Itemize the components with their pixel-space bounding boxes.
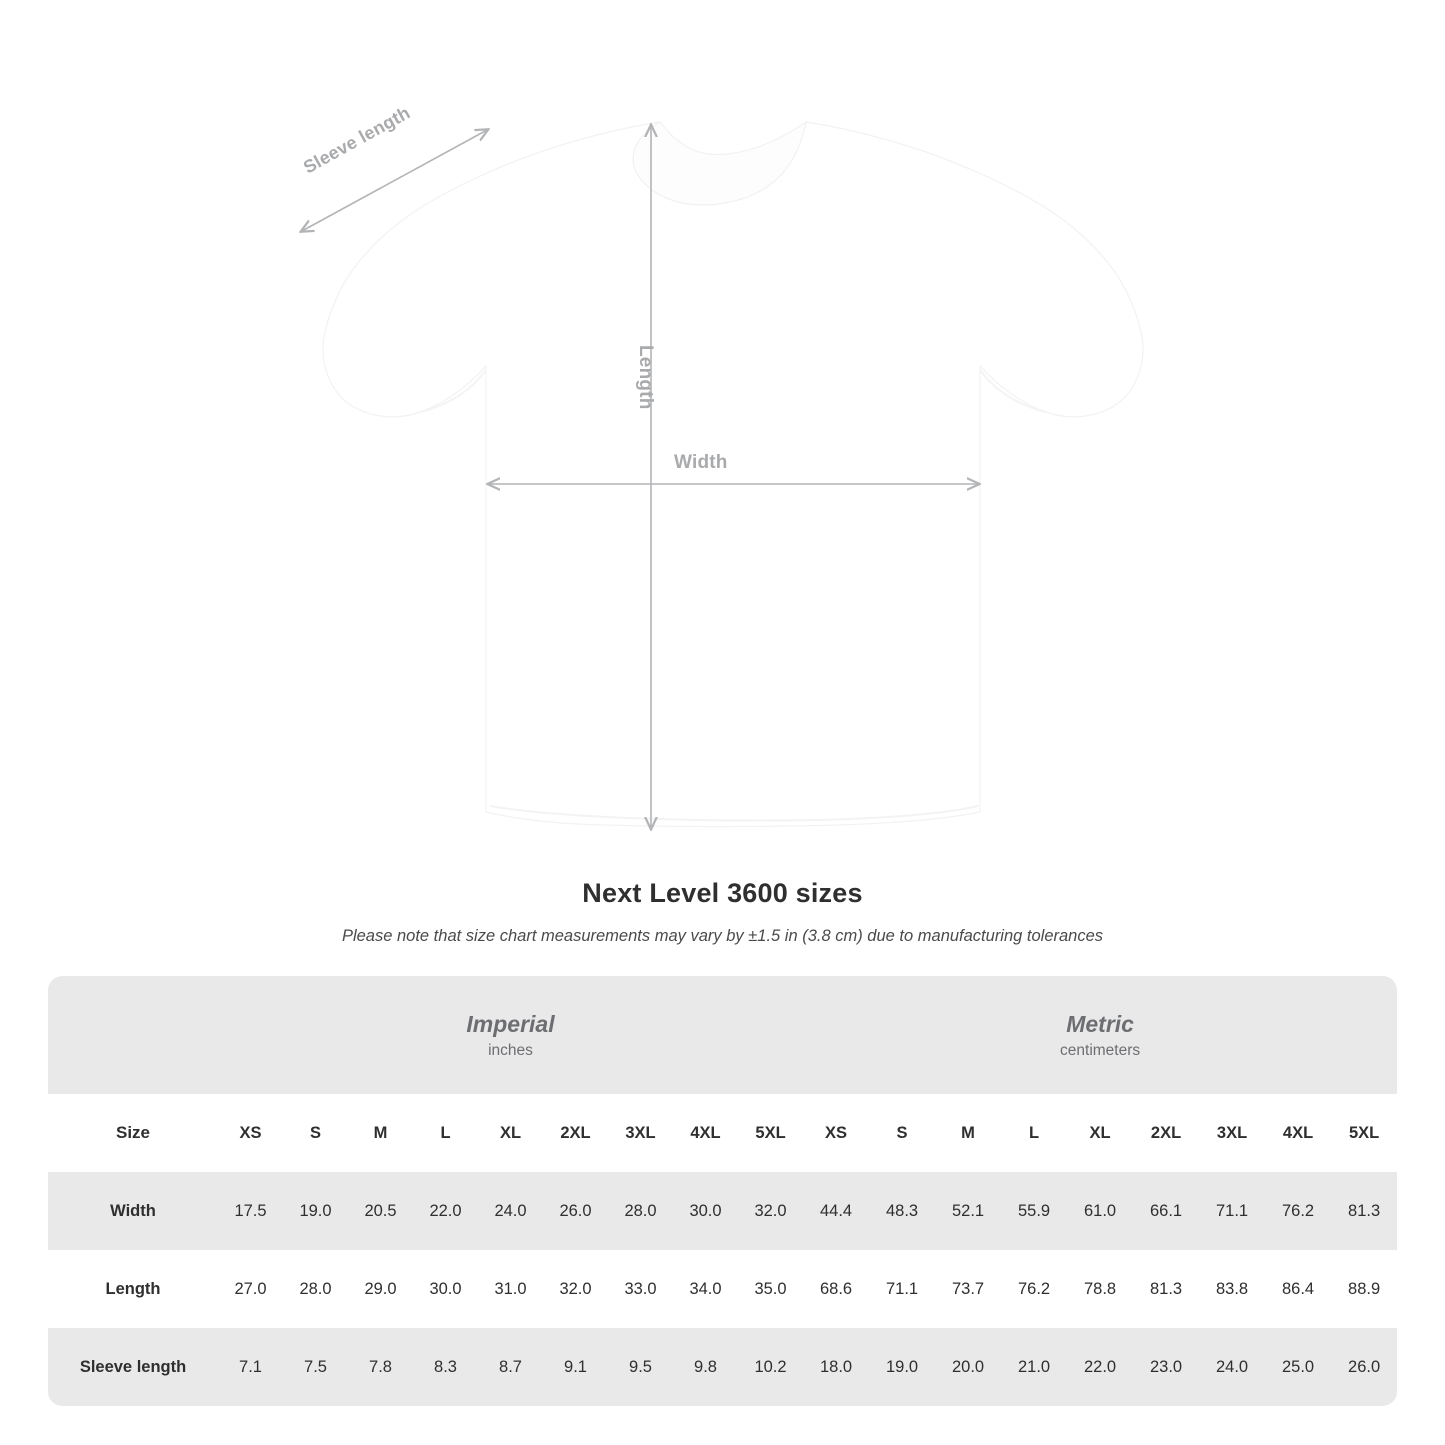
- cell-length: 76.2: [1001, 1250, 1067, 1328]
- table-row: [48, 1328, 1397, 1406]
- row-label-sleeve-length: Sleeve length: [48, 1328, 218, 1406]
- size-column-label: Size: [48, 1094, 218, 1172]
- metric-subtitle: centimeters: [1060, 1042, 1141, 1060]
- imperial-subtitle: inches: [488, 1042, 533, 1060]
- cell-length: 28.0: [283, 1250, 348, 1328]
- cell-length: 88.9: [1331, 1250, 1397, 1328]
- row-label-width: Width: [48, 1172, 218, 1250]
- cell-width: 81.3: [1331, 1172, 1397, 1250]
- cell-width: 66.1: [1133, 1172, 1199, 1250]
- cell-length: 86.4: [1265, 1250, 1331, 1328]
- cell-sleeve: 19.0: [869, 1328, 935, 1406]
- size-header-cell: M: [935, 1094, 1001, 1172]
- cell-width: 26.0: [543, 1172, 608, 1250]
- cell-width: 22.0: [413, 1172, 478, 1250]
- cell-length: 71.1: [869, 1250, 935, 1328]
- cell-length: 30.0: [413, 1250, 478, 1328]
- cell-sleeve: 8.3: [413, 1328, 478, 1406]
- cell-sleeve: 18.0: [803, 1328, 869, 1406]
- cell-width: 17.5: [218, 1172, 283, 1250]
- size-header-cell: XS: [218, 1094, 283, 1172]
- cell-sleeve: 7.5: [283, 1328, 348, 1406]
- size-header-cell: 5XL: [1331, 1094, 1397, 1172]
- size-header-cell: 2XL: [1133, 1094, 1199, 1172]
- size-header-cell: 4XL: [673, 1094, 738, 1172]
- table-row: [48, 1250, 1397, 1328]
- cell-sleeve: 9.1: [543, 1328, 608, 1406]
- heading-block: [0, 878, 1445, 946]
- cell-width: 76.2: [1265, 1172, 1331, 1250]
- cell-width: 71.1: [1199, 1172, 1265, 1250]
- size-header-cell: 3XL: [608, 1094, 673, 1172]
- length-label: Length: [635, 345, 656, 410]
- size-header-cell: 4XL: [1265, 1094, 1331, 1172]
- cell-width: 19.0: [283, 1172, 348, 1250]
- page-title: Next Level 3600 sizes: [582, 878, 863, 908]
- cell-length: 68.6: [803, 1250, 869, 1328]
- shirt-shape: [323, 122, 1143, 827]
- cell-length: 27.0: [218, 1250, 283, 1328]
- row-label-length: Length: [48, 1250, 218, 1328]
- sleeve-length-label: Sleeve length: [300, 102, 414, 178]
- cell-length: 73.7: [935, 1250, 1001, 1328]
- cell-width: 32.0: [738, 1172, 803, 1250]
- size-header-cell: 3XL: [1199, 1094, 1265, 1172]
- size-header-cell: XL: [1067, 1094, 1133, 1172]
- size-header-cell: 2XL: [543, 1094, 608, 1172]
- size-header-cell: XL: [478, 1094, 543, 1172]
- size-header-cell: 5XL: [738, 1094, 803, 1172]
- cell-length: 35.0: [738, 1250, 803, 1328]
- cell-length: 31.0: [478, 1250, 543, 1328]
- cell-width: 55.9: [1001, 1172, 1067, 1250]
- cell-width: 30.0: [673, 1172, 738, 1250]
- size-header-row: [48, 1094, 1397, 1172]
- tolerance-note: Please note that size chart measurements may vary by ±1.5 in (3.8 cm) due to manufacturing tolerances: [341, 927, 1104, 945]
- size-header-cell: XS: [803, 1094, 869, 1172]
- cell-sleeve: 24.0: [1199, 1328, 1265, 1406]
- width-label: Width: [674, 452, 728, 473]
- cell-length: 83.8: [1199, 1250, 1265, 1328]
- cell-length: 81.3: [1133, 1250, 1199, 1328]
- imperial-title: Imperial: [466, 1010, 555, 1037]
- cell-sleeve: 9.8: [673, 1328, 738, 1406]
- table-row: [48, 1172, 1397, 1250]
- cell-sleeve: 23.0: [1133, 1328, 1199, 1406]
- cell-sleeve: 7.8: [348, 1328, 413, 1406]
- metric-group-header: [803, 976, 1397, 1094]
- cell-width: 48.3: [869, 1172, 935, 1250]
- cell-length: 33.0: [608, 1250, 673, 1328]
- size-header-cell: L: [1001, 1094, 1067, 1172]
- size-header-cell: S: [869, 1094, 935, 1172]
- cell-width: 20.5: [348, 1172, 413, 1250]
- cell-width: 44.4: [803, 1172, 869, 1250]
- cell-width: 61.0: [1067, 1172, 1133, 1250]
- cell-length: 29.0: [348, 1250, 413, 1328]
- cell-sleeve: 8.7: [478, 1328, 543, 1406]
- size-header-cell: M: [348, 1094, 413, 1172]
- cell-sleeve: 10.2: [738, 1328, 803, 1406]
- imperial-group-header: [218, 976, 803, 1094]
- size-table-wrapper: [48, 976, 1397, 1406]
- size-header-cell: L: [413, 1094, 478, 1172]
- units-header-row: [48, 976, 1397, 1094]
- cell-length: 32.0: [543, 1250, 608, 1328]
- units-row-spacer: [48, 976, 218, 1094]
- cell-sleeve: 25.0: [1265, 1328, 1331, 1406]
- cell-sleeve: 26.0: [1331, 1328, 1397, 1406]
- cell-width: 28.0: [608, 1172, 673, 1250]
- cell-width: 24.0: [478, 1172, 543, 1250]
- size-table: [48, 976, 1397, 1406]
- size-header-cell: S: [283, 1094, 348, 1172]
- cell-sleeve: 22.0: [1067, 1328, 1133, 1406]
- cell-length: 78.8: [1067, 1250, 1133, 1328]
- cell-length: 34.0: [673, 1250, 738, 1328]
- cell-sleeve: 9.5: [608, 1328, 673, 1406]
- cell-sleeve: 21.0: [1001, 1328, 1067, 1406]
- cell-sleeve: 7.1: [218, 1328, 283, 1406]
- cell-width: 52.1: [935, 1172, 1001, 1250]
- cell-sleeve: 20.0: [935, 1328, 1001, 1406]
- metric-title: Metric: [1066, 1010, 1134, 1037]
